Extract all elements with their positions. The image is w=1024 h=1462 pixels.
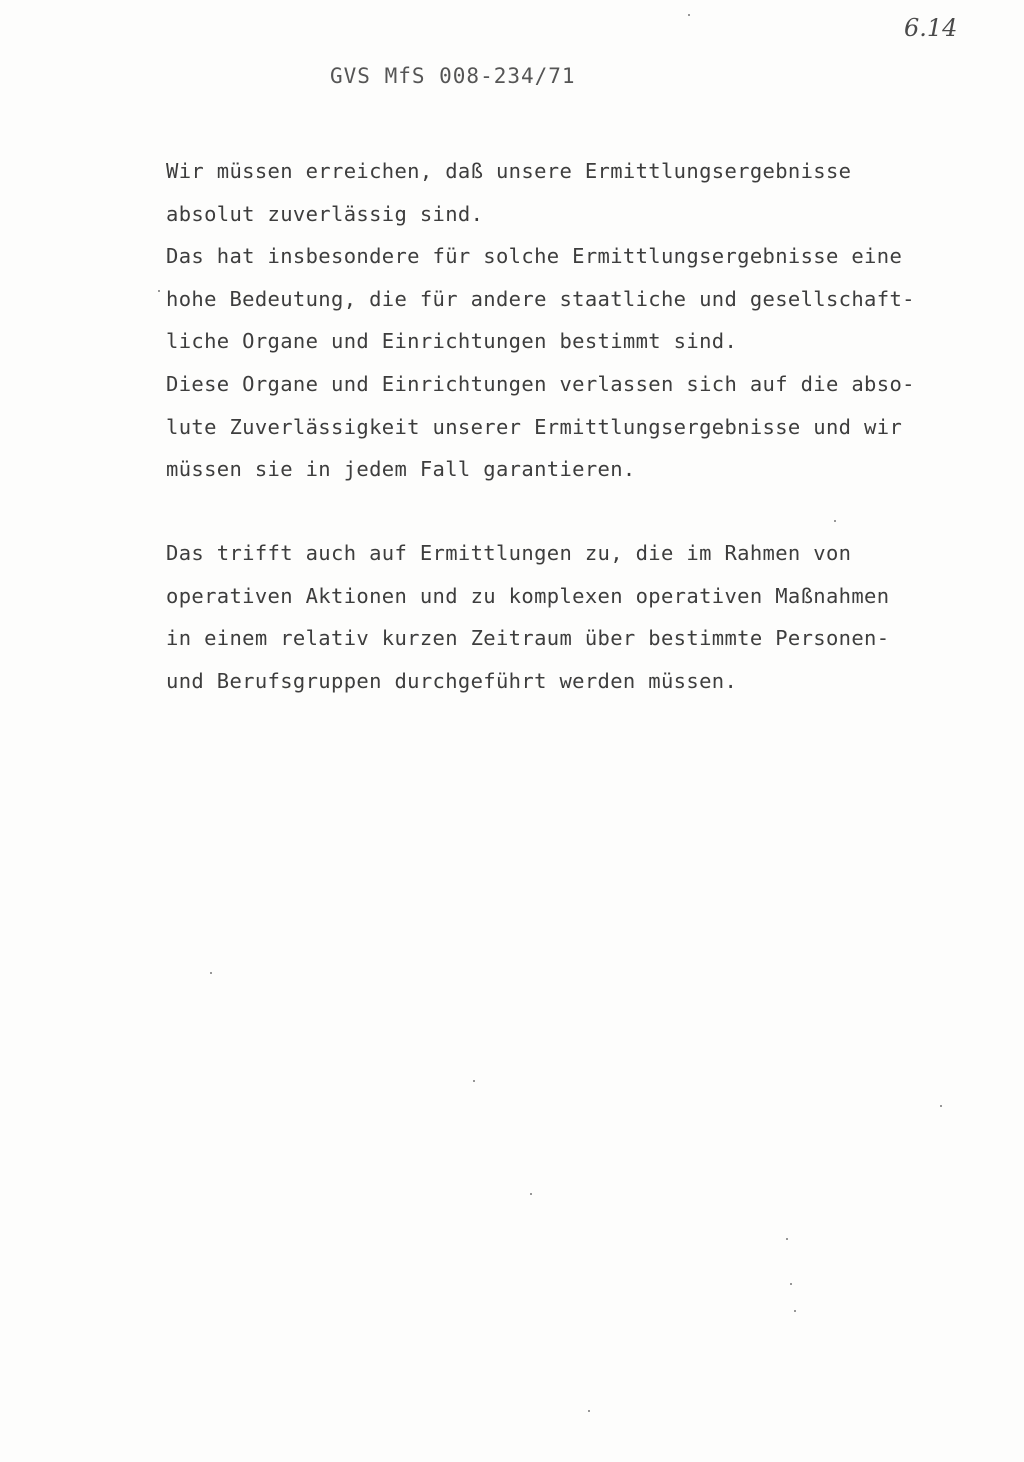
- text-line: Das hat insbesondere für solche Ermittlungsergebnisse eine: [166, 244, 903, 269]
- scan-speck: [688, 14, 690, 16]
- text-line: in einem relativ kurzen Zeitraum über bestimmte Personen-: [166, 626, 890, 651]
- paragraph-2: [166, 532, 966, 702]
- scan-speck: [530, 1193, 532, 1195]
- text-line: müssen sie in jedem Fall garantieren.: [166, 457, 636, 482]
- document-header: GVS MfS 008-234/71: [330, 64, 576, 88]
- scan-speck: [940, 1105, 942, 1107]
- text-line: Diese Organe und Einrichtungen verlassen sich auf die abso-: [166, 371, 915, 396]
- paragraph-1: [166, 150, 966, 491]
- text-line: operativen Aktionen und zu komplexen operativen Maßnahmen: [166, 583, 890, 608]
- scan-speck: [588, 1410, 590, 1412]
- text-line: absolut zuverlässig sind.: [166, 201, 484, 226]
- text-line: lute Zuverlässigkeit unserer Ermittlungsergebnisse und wir: [166, 414, 903, 439]
- scan-speck: [834, 520, 836, 522]
- handwritten-page-number: 6.14: [904, 14, 958, 42]
- scan-speck: [210, 972, 212, 974]
- text-line: Wir müssen erreichen, daß unsere Ermittlungsergebnisse: [166, 159, 852, 183]
- scan-speck: [786, 1238, 788, 1240]
- text-line: und Berufsgruppen durchgeführt werden müssen.: [166, 668, 738, 693]
- text-line: liche Organe und Einrichtungen bestimmt sind.: [166, 329, 738, 354]
- scan-speck: [473, 1080, 475, 1082]
- text-line: Das trifft auch auf Ermittlungen zu, die im Rahmen von: [166, 541, 852, 565]
- scan-speck: [794, 1310, 796, 1312]
- scan-speck: [790, 1283, 792, 1285]
- scan-speck: [158, 290, 160, 292]
- text-line: hohe Bedeutung, die für andere staatliche und gesellschaft-: [166, 286, 915, 311]
